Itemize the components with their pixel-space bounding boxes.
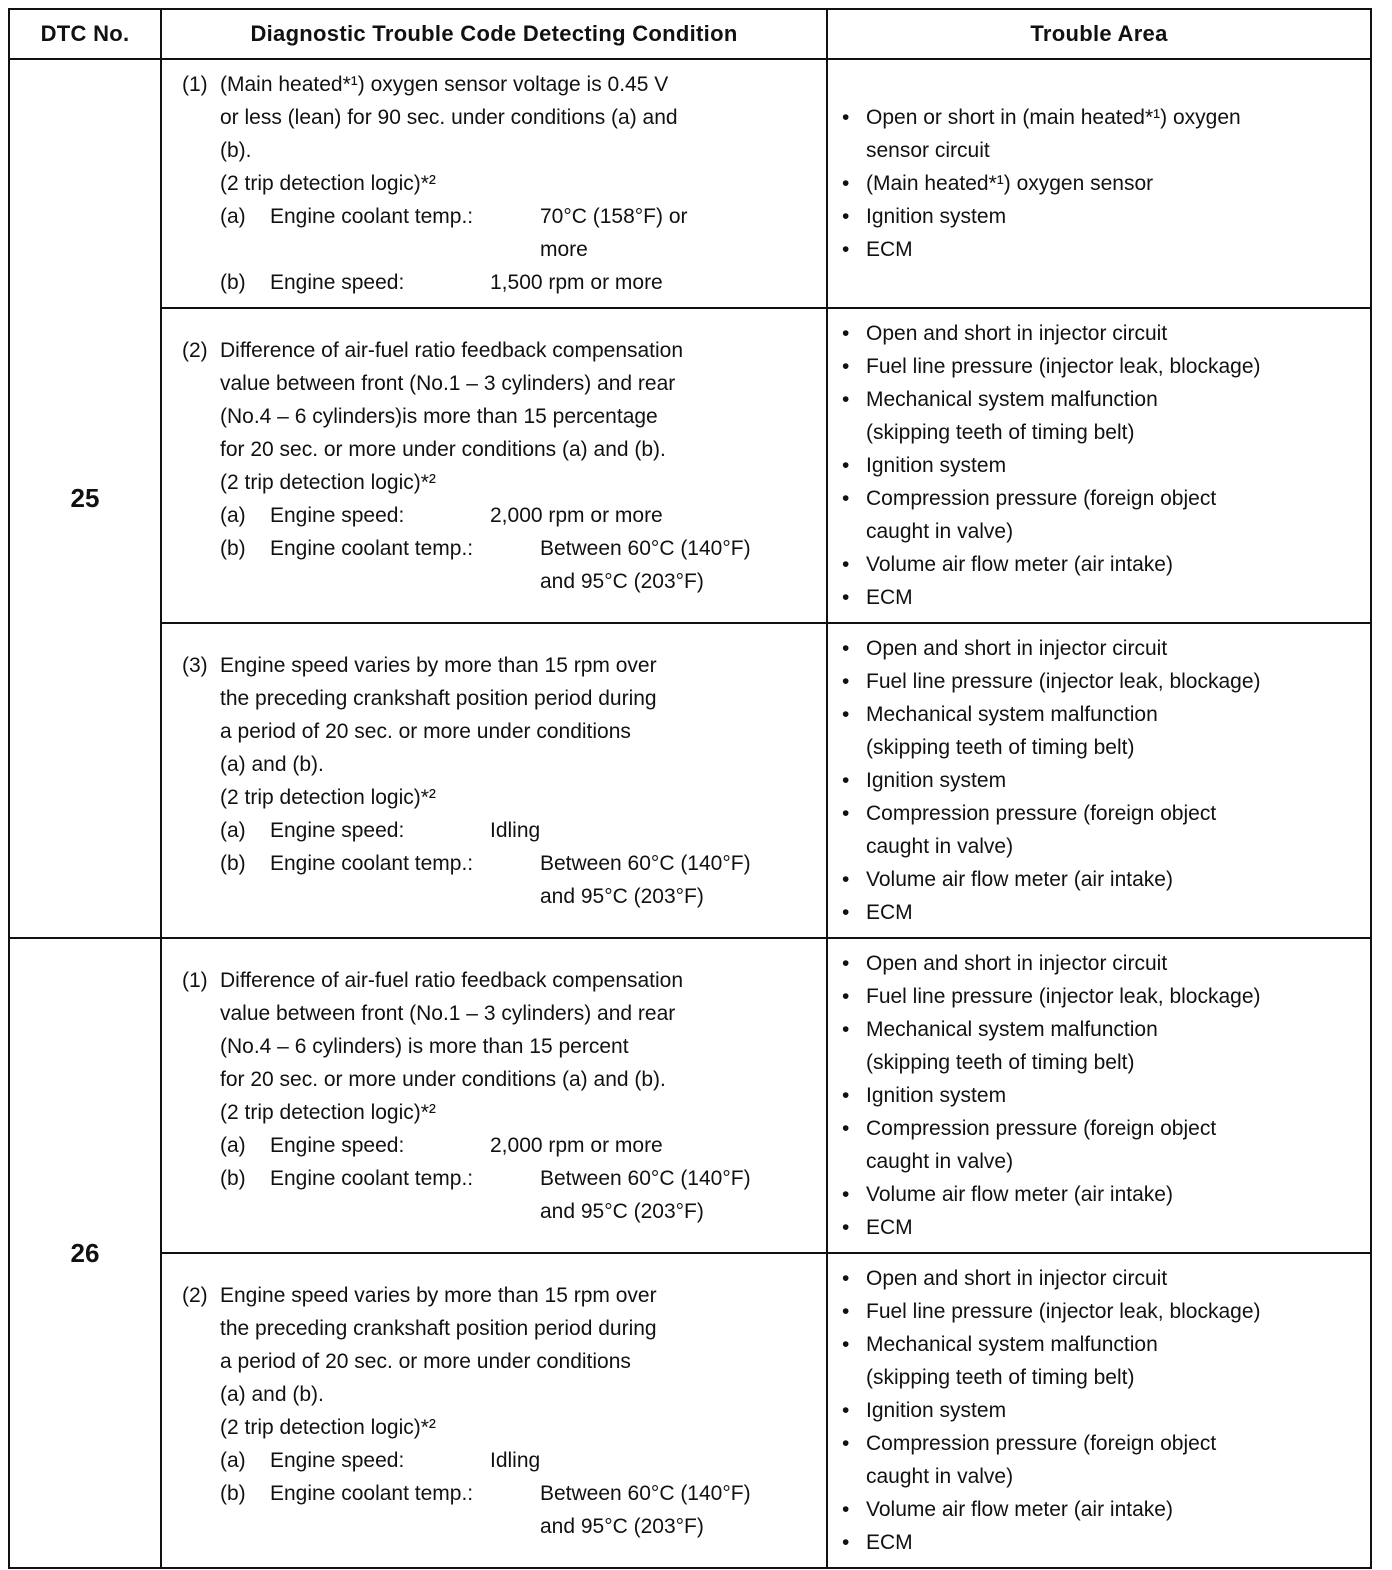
sub-condition-label: Engine speed: xyxy=(270,1133,405,1157)
sub-condition-value-cont: and 95°C (203°F) xyxy=(540,569,704,593)
trouble-area-item xyxy=(842,449,1360,482)
sub-condition-value: Between 60°C (140°F) xyxy=(540,1481,751,1505)
condition-text-line: the preceding crankshaft position period during xyxy=(220,686,657,710)
table-row xyxy=(9,1253,1371,1568)
sub-condition-label: Engine speed: xyxy=(270,1448,405,1472)
table-row xyxy=(9,308,1371,623)
condition-number: (2) xyxy=(182,338,208,362)
bullet-icon: • xyxy=(842,985,850,1008)
trouble-area-text: Mechanical system malfunction xyxy=(866,1333,1158,1356)
detecting-condition xyxy=(161,938,827,1253)
sub-condition-value-cont: and 95°C (203°F) xyxy=(540,1514,704,1538)
detecting-condition xyxy=(161,623,827,938)
sub-condition-letter: (b) xyxy=(220,536,246,560)
sub-condition xyxy=(220,847,816,913)
condition-text-line: or less (lean) for 90 sec. under conditions (a) and xyxy=(220,106,678,129)
sub-condition-letter: (b) xyxy=(220,271,246,294)
condition-text-line: value between front (No.1 – 3 cylinders) and rear xyxy=(220,371,676,395)
sub-condition xyxy=(220,200,816,266)
header-condition: Diagnostic Trouble Code Detecting Condition xyxy=(161,9,827,59)
trouble-area-text: Mechanical system malfunction xyxy=(866,1018,1158,1041)
bullet-icon xyxy=(842,134,866,167)
trouble-area-text: Volume air flow meter (air intake) xyxy=(866,1498,1173,1521)
condition-text-line: (2 trip detection logic)*² xyxy=(220,172,436,195)
trouble-area-item xyxy=(842,1211,1360,1244)
bullet-icon: • xyxy=(842,355,850,378)
trouble-area-text: Mechanical system malfunction xyxy=(866,703,1158,726)
trouble-area-item xyxy=(842,665,1360,698)
sub-condition-label: Engine coolant temp.: xyxy=(270,851,474,875)
trouble-area-text: Volume air flow meter (air intake) xyxy=(866,553,1173,576)
bullet-icon: • xyxy=(842,322,850,345)
trouble-area xyxy=(827,938,1371,1253)
trouble-area-text: Compression pressure (foreign object xyxy=(866,1432,1217,1455)
trouble-area-item xyxy=(842,1046,1360,1079)
trouble-area-text: Fuel line pressure (injector leak, blockage) xyxy=(866,355,1261,378)
trouble-area-item xyxy=(842,731,1360,764)
bullet-icon: • xyxy=(842,172,850,195)
bullet-icon: • xyxy=(842,553,850,576)
bullet-icon: • xyxy=(842,487,850,510)
trouble-area-text: Fuel line pressure (injector leak, blockage) xyxy=(866,1300,1261,1323)
trouble-area-item xyxy=(842,980,1360,1013)
bullet-icon: • xyxy=(842,868,850,891)
bullet-icon: • xyxy=(842,802,850,825)
trouble-area-item xyxy=(842,947,1360,980)
trouble-area-text: ECM xyxy=(866,901,913,924)
condition-text-line: (b). xyxy=(220,139,252,162)
sub-condition xyxy=(220,1129,816,1162)
bullet-icon: • xyxy=(842,1300,850,1323)
sub-condition-value: Idling xyxy=(490,1448,541,1472)
detecting-condition xyxy=(161,1253,827,1568)
trouble-area-text: ECM xyxy=(866,1531,913,1554)
dtc-number: 26 xyxy=(9,938,161,1568)
trouble-area-item xyxy=(842,896,1360,929)
trouble-area-item xyxy=(842,416,1360,449)
bullet-icon: • xyxy=(842,1216,850,1239)
trouble-area-item xyxy=(842,863,1360,896)
sub-condition-letter: (a) xyxy=(220,1448,246,1472)
condition-text-line: for 20 sec. or more under conditions (a) and (b). xyxy=(220,1067,666,1091)
condition-text-line: (2 trip detection logic)*² xyxy=(220,1415,436,1439)
sub-condition-value: Between 60°C (140°F) xyxy=(540,536,751,560)
header-dtc-no: DTC No. xyxy=(9,9,161,59)
table-row xyxy=(9,623,1371,938)
condition-text-line: (2 trip detection logic)*² xyxy=(220,470,436,494)
trouble-area-item xyxy=(842,548,1360,581)
condition-text-line: the preceding crankshaft position period during xyxy=(220,1316,657,1340)
trouble-area-item xyxy=(842,1526,1360,1559)
bullet-icon: • xyxy=(842,901,850,924)
bullet-icon: • xyxy=(842,205,850,228)
trouble-area-item xyxy=(842,233,1360,266)
sub-condition-value: 2,000 rpm or more xyxy=(490,1133,663,1157)
bullet-icon: • xyxy=(842,1084,850,1107)
condition-text-line: a period of 20 sec. or more under conditions xyxy=(220,719,631,743)
sub-condition-value-cont: more xyxy=(540,238,588,261)
trouble-area-item xyxy=(842,515,1360,548)
condition-text-line: (Main heated*¹) oxygen sensor voltage is 0.45 V xyxy=(220,73,669,96)
bullet-icon: • xyxy=(842,1399,850,1422)
sub-condition-value: Between 60°C (140°F) xyxy=(540,1166,751,1190)
trouble-area-item xyxy=(842,1394,1360,1427)
sub-condition-letter: (a) xyxy=(220,1133,246,1157)
condition-text-line: Difference of air-fuel ratio feedback compensation xyxy=(220,338,684,362)
trouble-area-text: Ignition system xyxy=(866,454,1007,477)
bullet-icon: • xyxy=(842,1432,850,1455)
dtc-table xyxy=(8,8,1372,1569)
bullet-icon: • xyxy=(842,769,850,792)
sub-condition-label: Engine speed: xyxy=(270,503,405,527)
trouble-area-text: Ignition system xyxy=(866,1399,1007,1422)
bullet-icon xyxy=(842,515,866,548)
trouble-area-item xyxy=(842,1361,1360,1394)
trouble-area-item xyxy=(842,1079,1360,1112)
bullet-icon: • xyxy=(842,238,850,261)
bullet-icon: • xyxy=(842,106,850,129)
trouble-area-item xyxy=(842,581,1360,614)
table-body xyxy=(9,59,1371,1568)
trouble-area-text: (skipping teeth of timing belt) xyxy=(866,1366,1135,1389)
table-row xyxy=(9,938,1371,1253)
bullet-icon xyxy=(842,1460,866,1493)
bullet-icon xyxy=(842,830,866,863)
bullet-icon: • xyxy=(842,1018,850,1041)
trouble-area-text: sensor circuit xyxy=(866,139,990,162)
sub-condition xyxy=(220,499,816,532)
trouble-area-item xyxy=(842,134,1360,167)
sub-condition-label: Engine speed: xyxy=(270,818,405,842)
condition-number: (1) xyxy=(182,73,208,96)
trouble-area-item xyxy=(842,797,1360,830)
sub-condition-value: Idling xyxy=(490,818,541,842)
sub-condition-value-cont: and 95°C (203°F) xyxy=(540,884,704,908)
condition-number: (3) xyxy=(182,653,208,677)
bullet-icon: • xyxy=(842,586,850,609)
bullet-icon: • xyxy=(842,1267,850,1290)
condition-text-line: (No.4 – 6 cylinders)is more than 15 percentage xyxy=(220,404,658,428)
trouble-area-item xyxy=(842,1013,1360,1046)
sub-condition xyxy=(220,1477,816,1543)
condition-text-line: Engine speed varies by more than 15 rpm over xyxy=(220,1283,657,1307)
condition-text-line: (2 trip detection logic)*² xyxy=(220,1100,436,1124)
trouble-area-text: Fuel line pressure (injector leak, blockage) xyxy=(866,985,1261,1008)
trouble-area-item xyxy=(842,764,1360,797)
sub-condition-label: Engine coolant temp.: xyxy=(270,1166,474,1190)
trouble-area-item xyxy=(842,383,1360,416)
trouble-area-item xyxy=(842,1328,1360,1361)
sub-condition xyxy=(220,532,816,598)
bullet-icon xyxy=(842,1145,866,1178)
trouble-area-text: ECM xyxy=(866,586,913,609)
condition-text-line: Engine speed varies by more than 15 rpm over xyxy=(220,653,657,677)
trouble-area-text: caught in valve) xyxy=(866,835,1014,858)
trouble-area-item xyxy=(842,830,1360,863)
trouble-area-text: Ignition system xyxy=(866,769,1007,792)
condition-text-line: (2 trip detection logic)*² xyxy=(220,785,436,809)
trouble-area-text: Open and short in injector circuit xyxy=(866,1267,1168,1290)
sub-condition xyxy=(220,266,816,299)
condition-number: (2) xyxy=(182,1283,208,1307)
bullet-icon: • xyxy=(842,703,850,726)
condition-text-line: (a) and (b). xyxy=(220,752,324,776)
trouble-area-text: Open or short in (main heated*¹) oxygen xyxy=(866,106,1241,129)
trouble-area-item xyxy=(842,1295,1360,1328)
bullet-icon: • xyxy=(842,1498,850,1521)
bullet-icon xyxy=(842,731,866,764)
sub-condition-value: Between 60°C (140°F) xyxy=(540,851,751,875)
trouble-area-text: Volume air flow meter (air intake) xyxy=(866,868,1173,891)
sub-condition-label: Engine speed: xyxy=(270,271,405,294)
sub-condition xyxy=(220,1444,816,1477)
sub-condition-label: Engine coolant temp.: xyxy=(270,536,474,560)
sub-condition-letter: (a) xyxy=(220,205,246,228)
bullet-icon: • xyxy=(842,1117,850,1140)
detecting-condition xyxy=(161,59,827,308)
bullet-icon: • xyxy=(842,637,850,660)
condition-text-line: Difference of air-fuel ratio feedback compensation xyxy=(220,968,684,992)
sub-condition xyxy=(220,814,816,847)
header-trouble-area: Trouble Area xyxy=(827,9,1371,59)
condition-text-line: (a) and (b). xyxy=(220,1382,324,1406)
trouble-area-text: Ignition system xyxy=(866,205,1007,228)
trouble-area-text: Volume air flow meter (air intake) xyxy=(866,1183,1173,1206)
trouble-area-text: (skipping teeth of timing belt) xyxy=(866,1051,1135,1074)
trouble-area-item xyxy=(842,1178,1360,1211)
trouble-area-item xyxy=(842,1427,1360,1460)
trouble-area-item xyxy=(842,698,1360,731)
condition-number: (1) xyxy=(182,968,208,992)
sub-condition-letter: (b) xyxy=(220,1481,246,1505)
table-row xyxy=(9,59,1371,308)
bullet-icon: • xyxy=(842,670,850,693)
sub-condition-value: 1,500 rpm or more xyxy=(490,271,663,294)
trouble-area-text: caught in valve) xyxy=(866,1150,1014,1173)
trouble-area-item xyxy=(842,1493,1360,1526)
condition-text-line: value between front (No.1 – 3 cylinders) and rear xyxy=(220,1001,676,1025)
bullet-icon xyxy=(842,1046,866,1079)
sub-condition-letter: (b) xyxy=(220,851,246,875)
trouble-area-item xyxy=(842,1112,1360,1145)
trouble-area-text: (skipping teeth of timing belt) xyxy=(866,421,1135,444)
trouble-area-item xyxy=(842,1262,1360,1295)
trouble-area-text: Ignition system xyxy=(866,1084,1007,1107)
bullet-icon xyxy=(842,1361,866,1394)
trouble-area-text: ECM xyxy=(866,238,913,261)
sub-condition-value: 2,000 rpm or more xyxy=(490,503,663,527)
trouble-area-item xyxy=(842,167,1360,200)
trouble-area-item xyxy=(842,632,1360,665)
condition-text-line: a period of 20 sec. or more under conditions xyxy=(220,1349,631,1373)
sub-condition-letter: (b) xyxy=(220,1166,246,1190)
bullet-icon: • xyxy=(842,1183,850,1206)
trouble-area xyxy=(827,623,1371,938)
trouble-area-text: Open and short in injector circuit xyxy=(866,952,1168,975)
bullet-icon: • xyxy=(842,1531,850,1554)
detecting-condition xyxy=(161,308,827,623)
trouble-area-item xyxy=(842,101,1360,134)
trouble-area-text: Open and short in injector circuit xyxy=(866,637,1168,660)
sub-condition-value-cont: and 95°C (203°F) xyxy=(540,1199,704,1223)
trouble-area-text: Mechanical system malfunction xyxy=(866,388,1158,411)
trouble-area-item xyxy=(842,1460,1360,1493)
trouble-area-text: Open and short in injector circuit xyxy=(866,322,1168,345)
trouble-area xyxy=(827,59,1371,308)
trouble-area xyxy=(827,1253,1371,1568)
trouble-area-text: ECM xyxy=(866,1216,913,1239)
bullet-icon xyxy=(842,416,866,449)
trouble-area-text: (Main heated*¹) oxygen sensor xyxy=(866,172,1154,195)
sub-condition-label: Engine coolant temp.: xyxy=(270,205,474,228)
sub-condition-letter: (a) xyxy=(220,503,246,527)
trouble-area-text: Compression pressure (foreign object xyxy=(866,487,1217,510)
bullet-icon: • xyxy=(842,952,850,975)
bullet-icon: • xyxy=(842,454,850,477)
sub-condition-label: Engine coolant temp.: xyxy=(270,1481,474,1505)
trouble-area-text: caught in valve) xyxy=(866,1465,1014,1488)
trouble-area-item xyxy=(842,482,1360,515)
condition-text-line: (No.4 – 6 cylinders) is more than 15 percent xyxy=(220,1034,629,1058)
trouble-area-text: Compression pressure (foreign object xyxy=(866,802,1217,825)
trouble-area-text: Compression pressure (foreign object xyxy=(866,1117,1217,1140)
trouble-area-text: caught in valve) xyxy=(866,520,1014,543)
bullet-icon: • xyxy=(842,1333,850,1356)
trouble-area-item xyxy=(842,317,1360,350)
trouble-area-item xyxy=(842,200,1360,233)
trouble-area-text: Fuel line pressure (injector leak, blockage) xyxy=(866,670,1261,693)
condition-text-line: for 20 sec. or more under conditions (a) and (b). xyxy=(220,437,666,461)
sub-condition-letter: (a) xyxy=(220,818,246,842)
dtc-page xyxy=(8,8,1370,1558)
bullet-icon: • xyxy=(842,388,850,411)
trouble-area-item xyxy=(842,1145,1360,1178)
header-row xyxy=(9,9,1371,59)
sub-condition-value: 70°C (158°F) or xyxy=(540,205,688,228)
trouble-area-item xyxy=(842,350,1360,383)
trouble-area-text: (skipping teeth of timing belt) xyxy=(866,736,1135,759)
dtc-number: 25 xyxy=(9,59,161,938)
trouble-area xyxy=(827,308,1371,623)
sub-condition xyxy=(220,1162,816,1228)
